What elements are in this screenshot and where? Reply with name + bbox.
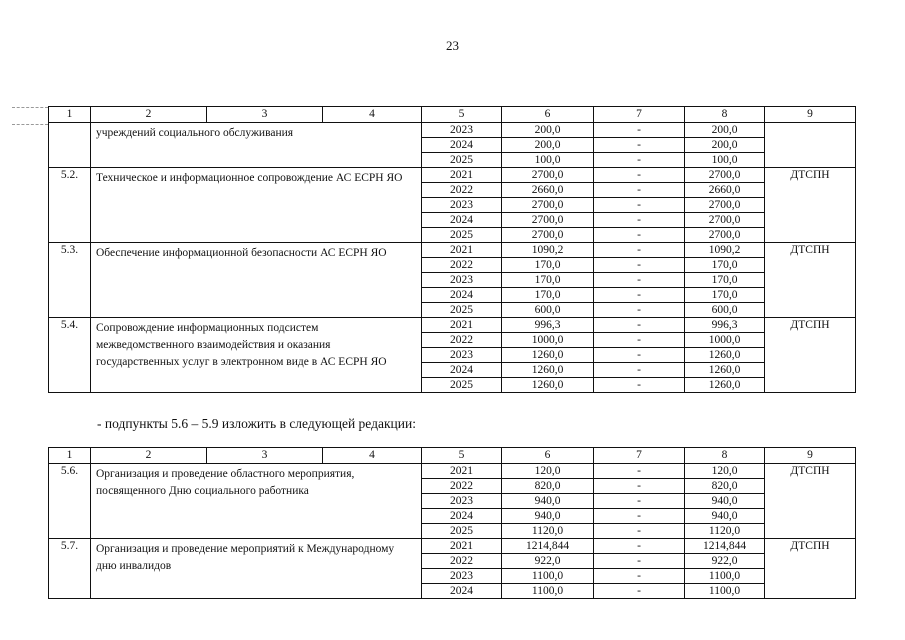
col8-cell: 1214,844	[685, 539, 765, 554]
year-cell: 2021	[422, 318, 502, 333]
col8-cell: 1100,0	[685, 569, 765, 584]
col7-cell: -	[594, 348, 685, 363]
header-row	[49, 107, 856, 123]
col7-cell: -	[594, 258, 685, 273]
table-row	[49, 318, 856, 333]
col8-cell: 120,0	[685, 464, 765, 479]
item-number: 5.3.	[49, 243, 91, 318]
col8-cell: 100,0	[685, 153, 765, 168]
col7-cell: -	[594, 123, 685, 138]
year-cell: 2025	[422, 228, 502, 243]
table-row	[49, 243, 856, 258]
col7-cell: -	[594, 288, 685, 303]
page-number: 23	[446, 38, 459, 53]
col7-cell: -	[594, 554, 685, 569]
year-cell: 2022	[422, 333, 502, 348]
col8-cell: 1260,0	[685, 378, 765, 393]
year-cell: 2024	[422, 288, 502, 303]
col8-cell: 1000,0	[685, 333, 765, 348]
table-row	[49, 168, 856, 183]
col6-cell: 170,0	[502, 273, 594, 288]
col6-cell: 1090,2	[502, 243, 594, 258]
col7-cell: -	[594, 333, 685, 348]
header-cell: 3	[207, 448, 323, 464]
program-table-2	[48, 447, 856, 599]
col6-cell: 2700,0	[502, 213, 594, 228]
col6-cell: 820,0	[502, 479, 594, 494]
header-cell: 7	[594, 107, 685, 123]
table-row	[49, 464, 856, 479]
header-cell: 6	[502, 448, 594, 464]
col7-cell: -	[594, 378, 685, 393]
col7-cell: -	[594, 138, 685, 153]
col7-cell: -	[594, 479, 685, 494]
col8-cell: 200,0	[685, 138, 765, 153]
year-cell: 2021	[422, 168, 502, 183]
col6-cell: 922,0	[502, 554, 594, 569]
col7-cell: -	[594, 153, 685, 168]
col6-cell: 2660,0	[502, 183, 594, 198]
year-cell: 2021	[422, 539, 502, 554]
col6-cell: 2700,0	[502, 198, 594, 213]
item-number: 5.6.	[49, 464, 91, 539]
col7-cell: -	[594, 363, 685, 378]
header-cell: 2	[91, 107, 207, 123]
item-executor: ДТСПН	[765, 318, 856, 393]
col8-cell: 2700,0	[685, 213, 765, 228]
col6-cell: 1260,0	[502, 348, 594, 363]
col7-cell: -	[594, 569, 685, 584]
year-cell: 2025	[422, 378, 502, 393]
col7-cell: -	[594, 228, 685, 243]
header-cell: 4	[323, 448, 422, 464]
item-description: Сопровождение информационных подсистем межведомственного взаимодействия и оказания государственных услуг в электронном виде в АС ЕСРН ЯО	[91, 318, 422, 393]
header-cell: 1	[49, 107, 91, 123]
item-executor	[765, 123, 856, 168]
table-row	[49, 539, 856, 554]
item-number: 5.7.	[49, 539, 91, 599]
col6-cell: 120,0	[502, 464, 594, 479]
item-executor: ДТСПН	[765, 243, 856, 318]
col6-cell: 1120,0	[502, 524, 594, 539]
col6-cell: 100,0	[502, 153, 594, 168]
year-cell: 2022	[422, 554, 502, 569]
col8-cell: 1120,0	[685, 524, 765, 539]
col8-cell: 2700,0	[685, 228, 765, 243]
item-description: Организация и проведение областного мероприятия, посвященного Дню социального работника	[91, 464, 422, 539]
header-cell: 5	[422, 448, 502, 464]
col7-cell: -	[594, 494, 685, 509]
col8-cell: 170,0	[685, 273, 765, 288]
col6-cell: 200,0	[502, 123, 594, 138]
col6-cell: 1214,844	[502, 539, 594, 554]
header-cell: 8	[685, 107, 765, 123]
col7-cell: -	[594, 524, 685, 539]
col8-cell: 1100,0	[685, 584, 765, 599]
col6-cell: 1100,0	[502, 569, 594, 584]
col8-cell: 922,0	[685, 554, 765, 569]
item-description: Организация и проведение мероприятий к Международному дню инвалидов	[91, 539, 422, 599]
item-description: учреждений социального обслуживания	[91, 123, 422, 168]
col7-cell: -	[594, 273, 685, 288]
header-cell: 8	[685, 448, 765, 464]
col8-cell: 1090,2	[685, 243, 765, 258]
col8-cell: 820,0	[685, 479, 765, 494]
col8-cell: 996,3	[685, 318, 765, 333]
item-number	[49, 123, 91, 168]
col6-cell: 940,0	[502, 494, 594, 509]
year-cell: 2021	[422, 243, 502, 258]
col6-cell: 996,3	[502, 318, 594, 333]
year-cell: 2025	[422, 303, 502, 318]
col8-cell: 2700,0	[685, 168, 765, 183]
header-cell: 1	[49, 448, 91, 464]
col6-cell: 1000,0	[502, 333, 594, 348]
col7-cell: -	[594, 303, 685, 318]
header-cell: 3	[207, 107, 323, 123]
year-cell: 2025	[422, 524, 502, 539]
header-cell: 9	[765, 107, 856, 123]
col8-cell: 600,0	[685, 303, 765, 318]
header-cell: 9	[765, 448, 856, 464]
col7-cell: -	[594, 198, 685, 213]
header-cell: 6	[502, 107, 594, 123]
header-cell: 7	[594, 448, 685, 464]
col6-cell: 2700,0	[502, 228, 594, 243]
col8-cell: 200,0	[685, 123, 765, 138]
col8-cell: 1260,0	[685, 363, 765, 378]
col6-cell: 1260,0	[502, 363, 594, 378]
col7-cell: -	[594, 584, 685, 599]
year-cell: 2024	[422, 363, 502, 378]
table-row	[49, 123, 856, 138]
col6-cell: 1100,0	[502, 584, 594, 599]
col7-cell: -	[594, 539, 685, 554]
year-cell: 2024	[422, 138, 502, 153]
col7-cell: -	[594, 243, 685, 258]
header-cell: 4	[323, 107, 422, 123]
col8-cell: 940,0	[685, 494, 765, 509]
year-cell: 2022	[422, 183, 502, 198]
col6-cell: 170,0	[502, 288, 594, 303]
col8-cell: 2700,0	[685, 198, 765, 213]
year-cell: 2023	[422, 198, 502, 213]
year-cell: 2024	[422, 584, 502, 599]
year-cell: 2024	[422, 509, 502, 524]
year-cell: 2023	[422, 273, 502, 288]
item-executor: ДТСПН	[765, 464, 856, 539]
col6-cell: 1260,0	[502, 378, 594, 393]
col7-cell: -	[594, 168, 685, 183]
header-cell: 2	[91, 448, 207, 464]
year-cell: 2023	[422, 123, 502, 138]
col6-cell: 170,0	[502, 258, 594, 273]
year-cell: 2025	[422, 153, 502, 168]
item-description: Обеспечение информационной безопасности АС ЕСРН ЯО	[91, 243, 422, 318]
col6-cell: 600,0	[502, 303, 594, 318]
item-executor: ДТСПН	[765, 539, 856, 599]
header-cell: 5	[422, 107, 502, 123]
col6-cell: 940,0	[502, 509, 594, 524]
program-table-1	[48, 106, 856, 393]
col6-cell: 200,0	[502, 138, 594, 153]
year-cell: 2021	[422, 464, 502, 479]
col7-cell: -	[594, 509, 685, 524]
col7-cell: -	[594, 183, 685, 198]
year-cell: 2023	[422, 569, 502, 584]
item-executor: ДТСПН	[765, 168, 856, 243]
col7-cell: -	[594, 464, 685, 479]
col8-cell: 940,0	[685, 509, 765, 524]
year-cell: 2023	[422, 494, 502, 509]
year-cell: 2024	[422, 213, 502, 228]
instruction-text: - подпункты 5.6 – 5.9 изложить в следующей редакции:	[97, 416, 416, 431]
item-number: 5.2.	[49, 168, 91, 243]
year-cell: 2023	[422, 348, 502, 363]
col7-cell: -	[594, 318, 685, 333]
col8-cell: 170,0	[685, 288, 765, 303]
margin-mark	[12, 107, 48, 108]
item-description: Техническое и информационное сопровождение АС ЕСРН ЯО	[91, 168, 422, 243]
margin-mark	[12, 124, 48, 125]
item-number: 5.4.	[49, 318, 91, 393]
col8-cell: 2660,0	[685, 183, 765, 198]
col6-cell: 2700,0	[502, 168, 594, 183]
year-cell: 2022	[422, 479, 502, 494]
col8-cell: 170,0	[685, 258, 765, 273]
header-row	[49, 448, 856, 464]
col8-cell: 1260,0	[685, 348, 765, 363]
col7-cell: -	[594, 213, 685, 228]
year-cell: 2022	[422, 258, 502, 273]
